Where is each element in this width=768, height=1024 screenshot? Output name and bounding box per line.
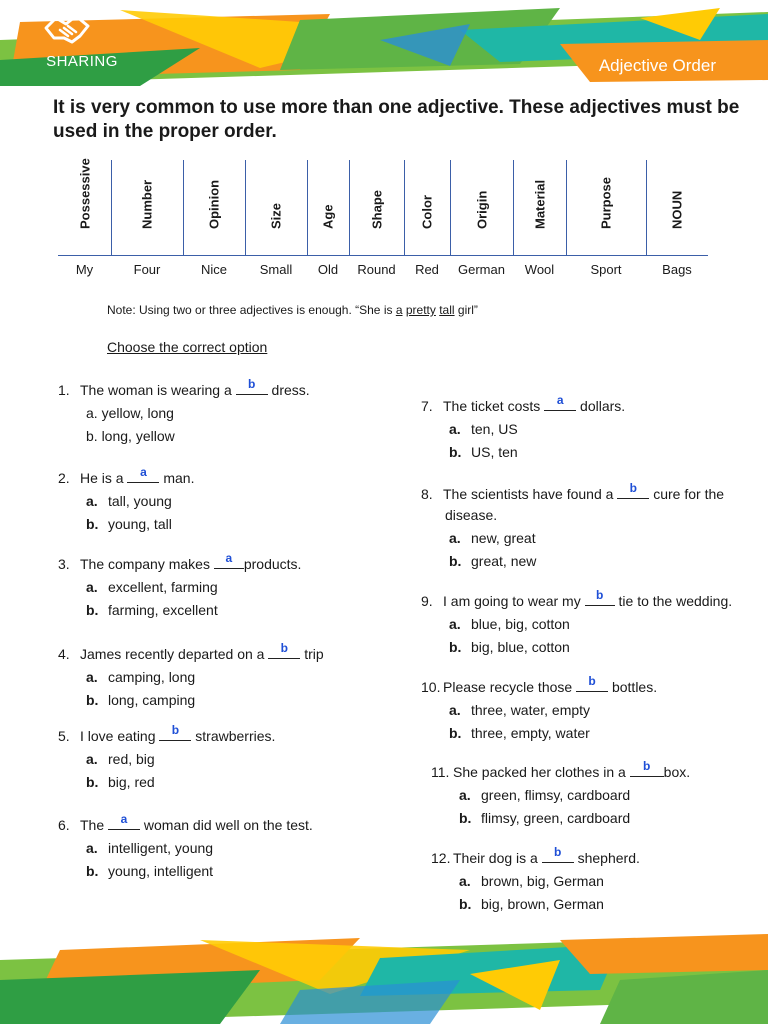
column-header	[566, 158, 646, 254]
question-number: 5.	[58, 728, 70, 744]
question-text-before: Please recycle those	[443, 679, 577, 695]
column-separator	[404, 160, 405, 255]
option-letter: a.	[86, 493, 98, 509]
table-column	[404, 158, 450, 284]
answer-blank[interactable]	[544, 393, 576, 411]
column-header-label: Origin	[474, 190, 489, 229]
option-a[interactable]	[449, 701, 657, 719]
column-header	[646, 158, 708, 254]
column-header-label: Opinion	[206, 179, 222, 229]
column-header-label: Age	[320, 204, 336, 229]
question-text-after: box.	[663, 764, 691, 780]
note-prefix: Note: Using two or three adjectives is enough. “She is	[107, 303, 396, 317]
question-stem	[431, 759, 691, 781]
column-header-label: Number	[139, 179, 155, 229]
question-stem	[58, 723, 276, 745]
option-letter: b.	[86, 863, 99, 879]
question-stem	[58, 465, 195, 487]
question-number: 1.	[58, 382, 70, 398]
note-word-1: a	[395, 303, 403, 317]
question-number: 11.	[431, 764, 450, 780]
answer-letter: a	[225, 551, 233, 565]
question-stem	[431, 845, 640, 867]
question-stem	[58, 377, 310, 399]
question-text-after: man.	[159, 470, 195, 486]
table-column	[349, 158, 404, 284]
option-letter: b.	[86, 516, 99, 532]
question-text-before: The woman is wearing a	[80, 382, 236, 398]
question-text-after: strawberries.	[191, 728, 276, 744]
option-text: big, red	[108, 774, 155, 790]
column-example: Nice	[200, 262, 227, 277]
answer-blank[interactable]	[159, 723, 191, 741]
question-text-after: bottles.	[608, 679, 658, 695]
option-b[interactable]	[449, 724, 657, 742]
column-header	[58, 158, 111, 254]
note-word-2: pretty	[405, 303, 436, 317]
option-letter: b.	[459, 810, 472, 826]
option-letter: a.	[86, 669, 98, 685]
answer-blank[interactable]	[127, 465, 159, 483]
column-header	[450, 158, 513, 254]
option-text: excellent, farming	[108, 579, 218, 595]
question-stem	[421, 481, 725, 503]
option-text: long, camping	[108, 692, 196, 708]
column-header	[307, 158, 349, 254]
option-text: intelligent, young	[108, 840, 214, 856]
option-text: three, water, empty	[471, 702, 591, 718]
option-text: big, blue, cotton	[471, 639, 570, 655]
column-header-label: Shape	[369, 189, 384, 229]
answer-letter: a	[556, 393, 564, 407]
option-b[interactable]	[86, 691, 324, 709]
option-text: blue, big, cotton	[471, 616, 570, 632]
table-column	[646, 158, 708, 284]
option-text: ten, US	[471, 421, 518, 437]
answer-blank[interactable]	[108, 812, 140, 830]
intro-text: It is very common to use more than one adjective. These adjectives must be used in the proper order.	[53, 97, 740, 142]
option-text: tall, young	[108, 493, 172, 509]
question	[421, 393, 626, 461]
question	[421, 674, 658, 742]
column-separator	[349, 160, 350, 255]
header-title: Adjective Order	[598, 56, 716, 75]
option-b[interactable]	[86, 862, 313, 880]
option-b[interactable]	[459, 895, 640, 913]
column-separator	[566, 160, 567, 255]
option-b[interactable]	[86, 773, 275, 791]
option-text: young, tall	[108, 516, 172, 532]
option-letter: a.	[86, 579, 98, 595]
option-a[interactable]	[449, 420, 625, 438]
question	[58, 723, 276, 791]
question-number: 8.	[421, 486, 433, 502]
column-example: Bags	[662, 262, 692, 277]
option-b[interactable]	[449, 638, 732, 656]
table-column	[183, 158, 245, 284]
question-number: 9.	[421, 593, 433, 609]
answer-blank[interactable]	[542, 845, 574, 863]
question-stem	[58, 551, 302, 573]
question-text-before: Their dog is a	[453, 850, 542, 866]
column-header	[245, 158, 307, 254]
question-text-after: woman did well on the test.	[140, 817, 313, 833]
option-b[interactable]	[86, 427, 310, 445]
question-text-after: shepherd.	[573, 850, 640, 866]
question-number: 6.	[58, 817, 70, 833]
question-number: 2.	[58, 470, 70, 486]
logo-text: SHARING	[46, 53, 118, 70]
option-letter: a.	[449, 616, 461, 632]
option-text: camping, long	[108, 669, 196, 685]
option-a[interactable]	[449, 529, 724, 547]
option-letter: a.	[449, 421, 461, 437]
option-text: big, brown, German	[481, 896, 604, 912]
option-a[interactable]	[86, 404, 310, 422]
question-text-before: The company makes	[80, 556, 214, 572]
instruction: Choose the correct option	[107, 339, 268, 355]
question	[431, 845, 640, 913]
column-separator	[307, 160, 308, 255]
question-number: 3.	[58, 556, 70, 572]
table-column	[450, 158, 513, 284]
column-separator	[450, 160, 451, 255]
answer-blank[interactable]	[617, 481, 649, 499]
note	[107, 303, 478, 317]
option-text: green, flimsy, cardboard	[481, 787, 631, 803]
question	[421, 481, 725, 570]
column-separator	[245, 160, 246, 255]
option-letter: a.	[449, 702, 461, 718]
column-separator	[646, 160, 647, 255]
option-text: red, big	[108, 751, 155, 767]
question-text-before: The scientists have found a	[443, 486, 618, 502]
column-header	[349, 158, 404, 254]
option-letter: a.	[86, 751, 98, 767]
column-example: Red	[415, 262, 439, 277]
question-text-before: The ticket costs	[443, 398, 545, 414]
answer-letter: a	[120, 812, 128, 826]
answer-letter: b	[554, 845, 562, 859]
option-text: three, empty, water	[471, 725, 590, 741]
column-example: Small	[259, 262, 293, 277]
column-header-label: Purpose	[598, 176, 614, 229]
question-text-after: trip	[300, 646, 324, 662]
option-b[interactable]	[459, 809, 690, 827]
column-header-label: Color	[419, 195, 435, 229]
option-letter: b.	[449, 444, 462, 460]
option-b[interactable]	[449, 552, 724, 570]
column-header-label: Material	[532, 179, 547, 229]
answer-blank[interactable]	[236, 377, 268, 395]
question-text-before: James recently departed on a	[80, 646, 269, 662]
question-text-before: I am going to wear my	[443, 593, 585, 609]
question-stem	[421, 588, 733, 610]
question-stem	[421, 674, 658, 696]
question-number: 12.	[431, 850, 451, 866]
answer-letter: b	[595, 588, 604, 602]
table-column	[513, 158, 566, 284]
option-letter: a.	[449, 530, 461, 546]
question-text-before: He is a	[80, 470, 128, 486]
column-header	[513, 158, 566, 254]
question-text-after: dollars.	[576, 398, 626, 414]
option-b[interactable]	[86, 515, 194, 533]
option-text: young, intelligent	[108, 863, 214, 879]
option-text: US, ten	[471, 444, 518, 460]
column-header-label: Size	[268, 202, 284, 229]
question-number: 7.	[421, 398, 433, 414]
answer-blank[interactable]	[585, 588, 615, 606]
table-column	[58, 158, 111, 284]
option-letter: b.	[86, 774, 99, 790]
column-example: Four	[133, 262, 161, 277]
column-header-label: Possessive	[77, 158, 92, 229]
option-a[interactable]	[459, 786, 690, 804]
answer-blank[interactable]	[214, 551, 244, 569]
answer-blank[interactable]	[630, 759, 664, 777]
question	[58, 465, 195, 533]
option-text: brown, big, German	[481, 873, 604, 889]
answer-letter: a	[140, 465, 147, 479]
question-text-before: She packed her clothes in a	[453, 764, 630, 780]
option-text: flimsy, green, cardboard	[481, 810, 631, 826]
option-letter: b.	[459, 896, 472, 912]
column-header	[404, 158, 450, 254]
header-banner	[0, 0, 768, 90]
option-a[interactable]	[86, 492, 194, 510]
table-column	[245, 158, 307, 284]
question-number: 10.	[421, 679, 441, 695]
option-a[interactable]	[86, 668, 324, 686]
question-text-after: cure for the	[649, 486, 725, 502]
question-text-after: tie to the wedding.	[614, 593, 733, 609]
answer-blank[interactable]	[576, 674, 608, 692]
question	[58, 377, 310, 445]
column-separator	[111, 160, 112, 255]
option-text: farming, excellent	[108, 602, 218, 618]
question	[421, 588, 733, 656]
option-letter: a.	[459, 873, 471, 889]
column-separator	[513, 160, 514, 255]
column-example: My	[75, 262, 94, 277]
column-example: Sport	[590, 262, 622, 277]
question	[58, 641, 324, 709]
option-text: great, new	[471, 553, 537, 569]
option-letter: b.	[86, 692, 99, 708]
option-letter: a.	[459, 787, 471, 803]
table-column	[566, 158, 646, 284]
option-b[interactable]	[449, 443, 625, 461]
question	[58, 812, 313, 880]
column-separator	[183, 160, 184, 255]
option-text: b. long, yellow	[86, 428, 175, 444]
option-a[interactable]	[86, 839, 313, 857]
answer-letter: b	[171, 723, 180, 737]
question	[58, 551, 302, 619]
question-text-after: dress.	[267, 382, 310, 398]
option-letter: b.	[449, 725, 462, 741]
answer-letter: b	[588, 674, 596, 688]
answer-letter: b	[280, 641, 289, 655]
column-header	[111, 158, 183, 254]
footer-graphic	[0, 930, 768, 1024]
column-example: Old	[317, 262, 339, 277]
question-number: 4.	[58, 646, 70, 662]
option-a[interactable]	[86, 578, 301, 596]
table-column	[307, 158, 349, 284]
question-stem	[58, 812, 313, 834]
question-text-before: The	[80, 817, 109, 833]
logo	[42, 8, 122, 72]
option-b[interactable]	[86, 601, 301, 619]
question-stem	[421, 393, 626, 415]
question-text-after: products.	[243, 556, 302, 572]
column-example: German	[458, 262, 505, 277]
option-text: new, great	[471, 530, 536, 546]
column-header-label: NOUN	[669, 190, 685, 229]
option-a[interactable]	[459, 872, 640, 890]
option-text: a. yellow, long	[86, 405, 174, 421]
answer-letter: b	[643, 759, 651, 773]
note-suffix: girl”	[454, 303, 478, 317]
answer-blank[interactable]	[268, 641, 300, 659]
question-text-continued: disease.	[445, 507, 498, 523]
question	[431, 759, 691, 827]
column-example: Wool	[524, 262, 555, 277]
footer-banner	[0, 930, 768, 1024]
answer-letter: b	[629, 481, 637, 495]
answer-letter: b	[247, 377, 256, 391]
question-stem	[58, 641, 324, 663]
option-letter: a.	[86, 840, 98, 856]
adjective-order-table	[58, 158, 708, 288]
option-letter: b.	[86, 602, 99, 618]
option-a[interactable]	[449, 615, 732, 633]
column-example: Round	[357, 262, 396, 277]
option-a[interactable]	[86, 750, 275, 768]
option-letter: b.	[449, 553, 462, 569]
column-header	[183, 158, 245, 254]
option-letter: b.	[449, 639, 462, 655]
table-column	[111, 158, 183, 284]
note-word-3: tall	[439, 303, 455, 317]
handshake-icon	[42, 8, 92, 48]
question-text-before: I love eating	[80, 728, 160, 744]
